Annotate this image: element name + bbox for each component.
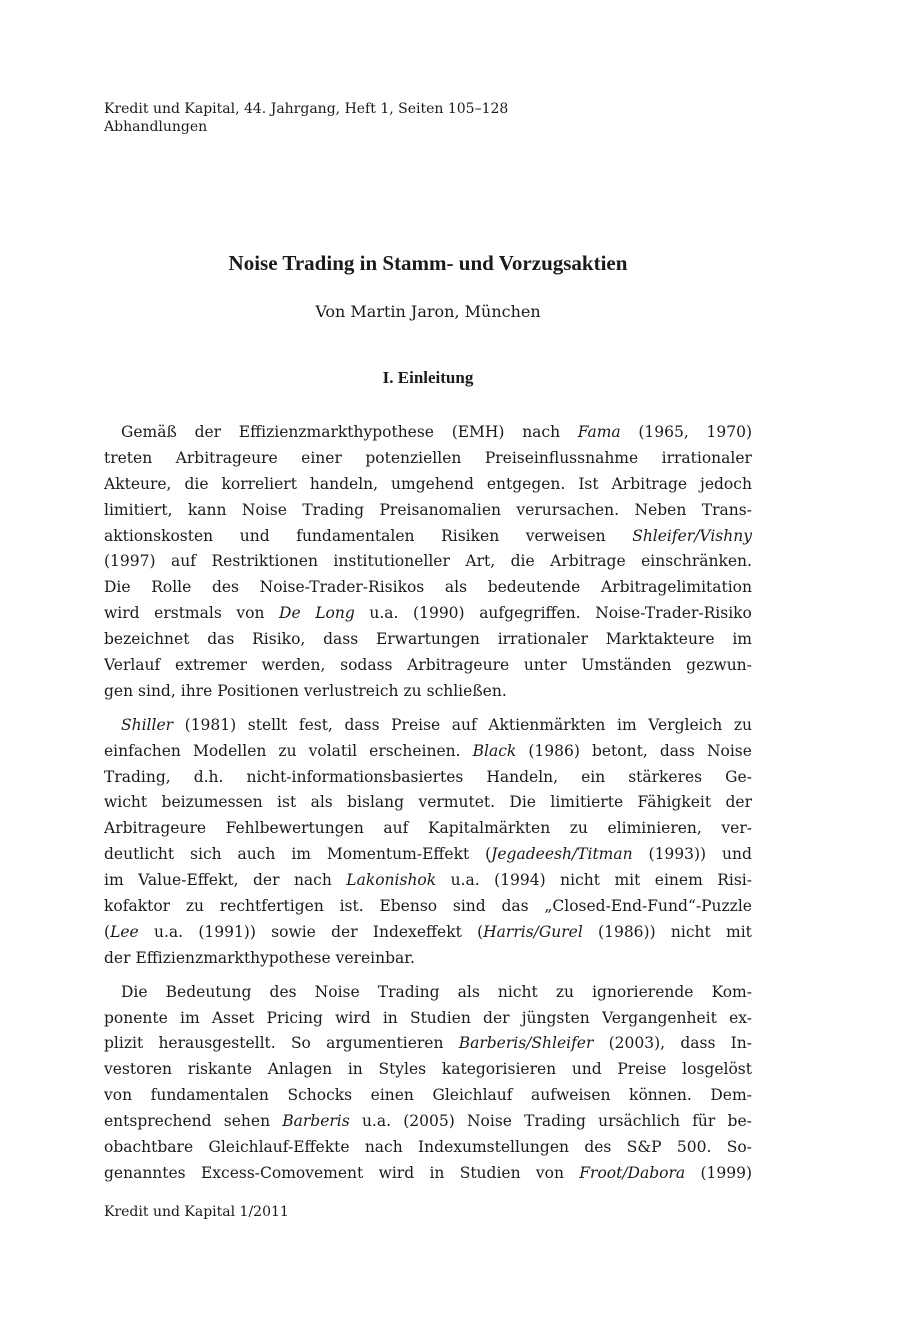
word: mit — [614, 871, 641, 890]
word: werden, — [261, 656, 326, 675]
word: (1994) — [494, 871, 546, 890]
word: Ge- — [725, 767, 752, 786]
text-line — [104, 627, 752, 653]
word: Effizienzmarkthypothese — [135, 948, 331, 967]
word: potenziellen — [365, 448, 462, 467]
word: vereinbar. — [335, 948, 415, 967]
word: stärkeres — [628, 767, 703, 786]
word: der — [252, 871, 280, 890]
word: ist — [277, 793, 297, 812]
word: Risiko, — [252, 630, 306, 649]
word: Noise-Trader-Risiko — [595, 604, 752, 623]
text-line — [104, 472, 752, 498]
word: Styles — [378, 1060, 427, 1079]
word: sich — [190, 845, 222, 864]
word: deutlicht — [104, 845, 175, 864]
word: Studien — [409, 1008, 471, 1027]
word: stellt — [247, 715, 288, 734]
word: ex- — [729, 1008, 752, 1027]
word: sodass — [340, 656, 393, 675]
word: zu — [733, 715, 752, 734]
word: Vergangenheit — [601, 1008, 717, 1027]
word: So — [290, 1034, 311, 1053]
word: kann — [187, 500, 227, 519]
word: Fehlbewertungen — [225, 819, 364, 838]
word: verlustreich — [303, 681, 399, 700]
word: Trading — [524, 1112, 586, 1131]
word: im — [179, 1008, 200, 1027]
word: wird — [378, 1163, 415, 1182]
word: fest, — [298, 715, 333, 734]
word: auf — [171, 552, 196, 571]
text-line — [104, 816, 752, 842]
word: erscheinen. — [369, 741, 461, 760]
word: Vergleich — [648, 715, 723, 734]
word: Risiken — [441, 526, 500, 545]
word: Gemäß — [121, 423, 177, 441]
text-line — [104, 653, 752, 679]
word: handeln, — [309, 474, 379, 493]
word: Verlauf — [104, 656, 161, 675]
word: jüngsten — [521, 1008, 590, 1027]
word: ponente — [104, 1008, 168, 1027]
word: zu — [185, 897, 204, 916]
word: aufweisen — [531, 1086, 611, 1105]
word: vermutet. — [418, 793, 496, 812]
word: als — [457, 982, 480, 1001]
word: kofaktor — [104, 897, 171, 916]
word: zu — [403, 681, 422, 700]
word: Noise — [466, 1112, 512, 1131]
word: ignorierende — [592, 982, 694, 1001]
word: Bedeutung — [165, 982, 252, 1001]
word: der — [194, 423, 222, 441]
word: das — [501, 897, 529, 916]
word: als — [310, 793, 333, 812]
word: Trans- — [701, 500, 752, 519]
text-line — [104, 524, 752, 550]
word: Long — [315, 604, 355, 623]
word: Arbitragelimitation — [601, 578, 752, 597]
word: im — [104, 871, 124, 890]
word: Preisanomalien — [379, 500, 501, 519]
word: nicht-informationsbasiertes — [246, 767, 464, 786]
word: nicht — [497, 982, 538, 1001]
text-line — [104, 946, 752, 972]
word: ver- — [721, 819, 752, 838]
word: bezeichnet — [104, 630, 190, 649]
word: Effizienzmarkthypothese — [238, 423, 434, 441]
text-line — [104, 420, 752, 446]
word: Shleifer/Vishny — [632, 526, 752, 545]
text-line — [104, 713, 752, 739]
word: Dem- — [710, 1086, 752, 1105]
word: limitiert, — [104, 500, 173, 519]
word: verweisen — [525, 526, 606, 545]
word: Preise — [391, 715, 441, 734]
word: der — [483, 1008, 510, 1027]
page-footer: Kredit und Kapital 1/2011 — [104, 1204, 289, 1220]
word: Indexumstellungen — [418, 1138, 569, 1157]
word: gen — [104, 681, 134, 700]
article-author: Von Martin Jaron, München — [315, 302, 541, 321]
text-line — [104, 894, 752, 920]
word: riskante — [187, 1060, 253, 1079]
word: in — [347, 1060, 363, 1079]
word: Froot/Dabora — [579, 1163, 686, 1182]
word: Neben — [634, 500, 687, 519]
word: im — [291, 845, 311, 864]
text-line — [104, 980, 752, 1006]
word: in — [382, 1008, 398, 1027]
word: wird — [104, 604, 140, 623]
text-line — [104, 1057, 752, 1083]
word: be- — [727, 1112, 752, 1131]
text-line — [104, 842, 752, 868]
word: verursachen. — [516, 500, 620, 519]
word: Marktakteure — [605, 630, 715, 649]
word: und — [722, 845, 752, 864]
word: ihre — [180, 681, 213, 700]
word: (2005) — [403, 1112, 455, 1131]
word: Arbitrage — [611, 474, 688, 493]
word: De — [279, 604, 301, 623]
word: Gleichlauf-Effekte — [208, 1138, 350, 1157]
word: bedeutende — [487, 578, 581, 597]
word: ursächlich — [598, 1112, 680, 1131]
word: Kapitalmärkten — [427, 819, 551, 838]
word: und — [571, 1060, 602, 1079]
word: zu — [278, 741, 297, 760]
word: (1981) — [184, 715, 237, 734]
word: das — [207, 630, 235, 649]
word: einschränken. — [641, 552, 752, 571]
word: Pricing — [266, 1008, 323, 1027]
word: Positionen — [217, 681, 299, 700]
text-line — [104, 1109, 752, 1135]
word: sind — [452, 897, 486, 916]
word: Noise — [314, 982, 360, 1001]
word: ist. — [339, 897, 364, 916]
word: d.h. — [193, 767, 224, 786]
word: sehen — [223, 1112, 271, 1131]
word: für — [692, 1112, 716, 1131]
word: mit — [726, 922, 752, 941]
word: (1990) — [413, 604, 465, 623]
word: Fama — [577, 423, 621, 441]
word: Umständen — [581, 656, 672, 675]
word: die — [510, 552, 535, 571]
word: des — [584, 1138, 612, 1157]
word: Trading, — [104, 767, 171, 786]
word: von — [535, 1163, 564, 1182]
word: Risi- — [717, 871, 752, 890]
word: Asset — [211, 1008, 255, 1027]
word: nach — [522, 423, 561, 441]
paragraph — [104, 713, 752, 972]
word: Restriktionen — [211, 552, 318, 571]
article-category: Abhandlungen — [104, 119, 208, 135]
word: wird — [335, 1008, 371, 1027]
word: schließen. — [426, 681, 507, 700]
word: (1999) — [700, 1163, 752, 1182]
word: (1965, — [638, 423, 689, 441]
word: sind, — [138, 681, 176, 700]
word: Noise — [706, 741, 752, 760]
word: zu — [569, 819, 588, 838]
word: treten — [104, 448, 153, 467]
article-title: Noise Trading in Stamm- und Vorzugsaktien — [228, 251, 628, 275]
word: Value-Effekt, — [138, 871, 239, 890]
word: (Harris/Gurel — [477, 922, 583, 941]
word: u.a. — [153, 922, 184, 941]
word: in — [429, 1163, 445, 1182]
word: (1993)) — [648, 845, 707, 864]
text-line — [104, 1083, 752, 1109]
text-line — [104, 679, 752, 705]
word: im — [732, 630, 752, 649]
word: Gleichlauf — [432, 1086, 513, 1105]
word: gezwun- — [686, 656, 752, 675]
word: kategorisieren — [441, 1060, 557, 1079]
word: einfachen — [104, 741, 181, 760]
word: plizit — [104, 1034, 144, 1053]
word: ein — [581, 767, 606, 786]
word: Kom- — [711, 982, 752, 1001]
word: irrationaler — [661, 448, 752, 467]
word: rechtfertigen — [219, 897, 324, 916]
word: So- — [726, 1138, 752, 1157]
word: Preise — [617, 1060, 667, 1079]
word: nicht — [670, 922, 711, 941]
word: Trading — [377, 982, 440, 1001]
word: Akteure, — [104, 474, 172, 493]
word: im — [616, 715, 637, 734]
word: zu — [555, 982, 574, 1001]
word: auch — [237, 845, 276, 864]
word: dass — [323, 630, 359, 649]
word: von — [236, 604, 265, 623]
word: irrationaler — [497, 630, 588, 649]
text-line — [104, 920, 752, 946]
word: „Closed-End-Fund“-Puzzle — [544, 897, 752, 916]
word: der — [725, 793, 752, 812]
word: Black — [472, 741, 517, 760]
word: Die — [104, 578, 131, 597]
word: 500. — [676, 1138, 712, 1157]
text-line — [104, 739, 752, 765]
word: In- — [730, 1034, 752, 1053]
word: des — [269, 982, 297, 1001]
word: nicht — [560, 871, 600, 890]
word: einer — [301, 448, 342, 467]
word: Preiseinflussnahme — [484, 448, 639, 467]
word: aktionskosten — [104, 526, 214, 545]
word: herausgestellt. — [158, 1034, 276, 1053]
word: betont, — [591, 741, 648, 760]
word: erstmals — [154, 604, 222, 623]
word: (1991)) — [198, 922, 256, 941]
word: u.a. — [361, 1112, 392, 1131]
word: vestoren — [104, 1060, 173, 1079]
word: Die — [509, 793, 536, 812]
word: Rolle — [151, 578, 192, 597]
word: Arbitrageure — [104, 819, 207, 838]
word: Handeln, — [486, 767, 559, 786]
word: (1997) — [104, 552, 156, 571]
text-line — [104, 601, 752, 627]
word: Modellen — [192, 741, 267, 760]
word: auf — [451, 715, 477, 734]
word: Noise-Trader-Risikos — [259, 578, 425, 597]
word: limitierte — [550, 793, 624, 812]
word: u.a. — [450, 871, 480, 890]
word: dass — [680, 1034, 716, 1053]
word: aufgegriffen. — [479, 604, 581, 623]
word: Indexeffekt — [372, 922, 462, 941]
text-line — [104, 1031, 752, 1057]
word: Momentum-Effekt — [326, 845, 470, 864]
word: (Jegadeesh/Titman — [485, 845, 633, 864]
text-line — [104, 1135, 752, 1161]
journal-citation: Kredit und Kapital, 44. Jahrgang, Heft 1, Seiten 105–128 — [104, 101, 509, 117]
word: Anlagen — [267, 1060, 333, 1079]
word: beizumessen — [161, 793, 263, 812]
word: Noise — [241, 500, 287, 519]
word: und — [239, 526, 270, 545]
word: auf — [383, 819, 409, 838]
word: Arbitrageure — [175, 448, 278, 467]
word: Arbitrage — [550, 552, 626, 571]
word: einem — [654, 871, 703, 890]
word: nach — [364, 1138, 403, 1157]
word: Shiller — [121, 715, 174, 734]
word: (2003), — [608, 1034, 666, 1053]
text-line — [104, 790, 752, 816]
text-line — [104, 549, 752, 575]
word: bislang — [347, 793, 405, 812]
word: S&P — [626, 1138, 662, 1157]
word: (EMH) — [451, 423, 505, 441]
section-heading: I. Einleitung — [382, 368, 474, 387]
word: umgehend — [391, 474, 474, 493]
text-line — [104, 498, 752, 524]
word: fundamentalen — [150, 1086, 269, 1105]
word: u.a. — [369, 604, 399, 623]
word: institutioneller — [333, 552, 450, 571]
text-line — [104, 1006, 752, 1032]
word: 1970) — [706, 423, 752, 441]
word: Ist — [578, 474, 599, 493]
word: des — [211, 578, 239, 597]
word: fundamentalen — [296, 526, 415, 545]
word: eliminieren, — [607, 819, 702, 838]
running-head — [104, 100, 754, 136]
text-line — [104, 575, 752, 601]
word: Arbitrageure — [407, 656, 510, 675]
word: extremer — [174, 656, 247, 675]
word: dass — [659, 741, 695, 760]
word: von — [104, 1086, 133, 1105]
word: Barberis/Shleifer — [458, 1034, 594, 1053]
word: Barberis — [282, 1112, 350, 1131]
paragraph — [104, 420, 752, 705]
word: entsprechend — [104, 1112, 212, 1131]
body-text — [104, 420, 752, 1195]
text-line — [104, 868, 752, 894]
word: korreliert — [221, 474, 297, 493]
word: Fähigkeit — [637, 793, 712, 812]
word: argumentieren — [326, 1034, 444, 1053]
word: sowie — [271, 922, 316, 941]
word: Art, — [465, 552, 496, 571]
word: (1986) — [528, 741, 580, 760]
word: Excess-Comovement — [200, 1163, 364, 1182]
word: losgelöst — [682, 1060, 752, 1079]
word: (Lee — [104, 922, 139, 941]
word: Lakonishok — [346, 871, 437, 890]
word: Aktienmärkten — [488, 715, 606, 734]
word: Ebenso — [379, 897, 438, 916]
word: Erwartungen — [375, 630, 480, 649]
word: Trading — [302, 500, 365, 519]
word: als — [444, 578, 468, 597]
word: entgegen. — [486, 474, 566, 493]
word: volatil — [308, 741, 358, 760]
word: wicht — [104, 793, 148, 812]
text-line — [104, 1161, 752, 1187]
word: dass — [344, 715, 380, 734]
word: obachtbare — [104, 1138, 194, 1157]
word: (1986)) — [598, 922, 656, 941]
text-line — [104, 765, 752, 791]
paragraph — [104, 980, 752, 1187]
word: können. — [629, 1086, 692, 1105]
word: Studien — [459, 1163, 521, 1182]
text-line — [104, 446, 752, 472]
word: nach — [293, 871, 332, 890]
word: unter — [523, 656, 567, 675]
word: Schocks — [287, 1086, 353, 1105]
word: jedoch — [700, 474, 752, 493]
word: Die — [121, 982, 148, 1001]
word: der — [331, 922, 358, 941]
word: genanntes — [104, 1163, 186, 1182]
word: einen — [370, 1086, 414, 1105]
word: die — [184, 474, 209, 493]
word: der — [104, 948, 131, 967]
